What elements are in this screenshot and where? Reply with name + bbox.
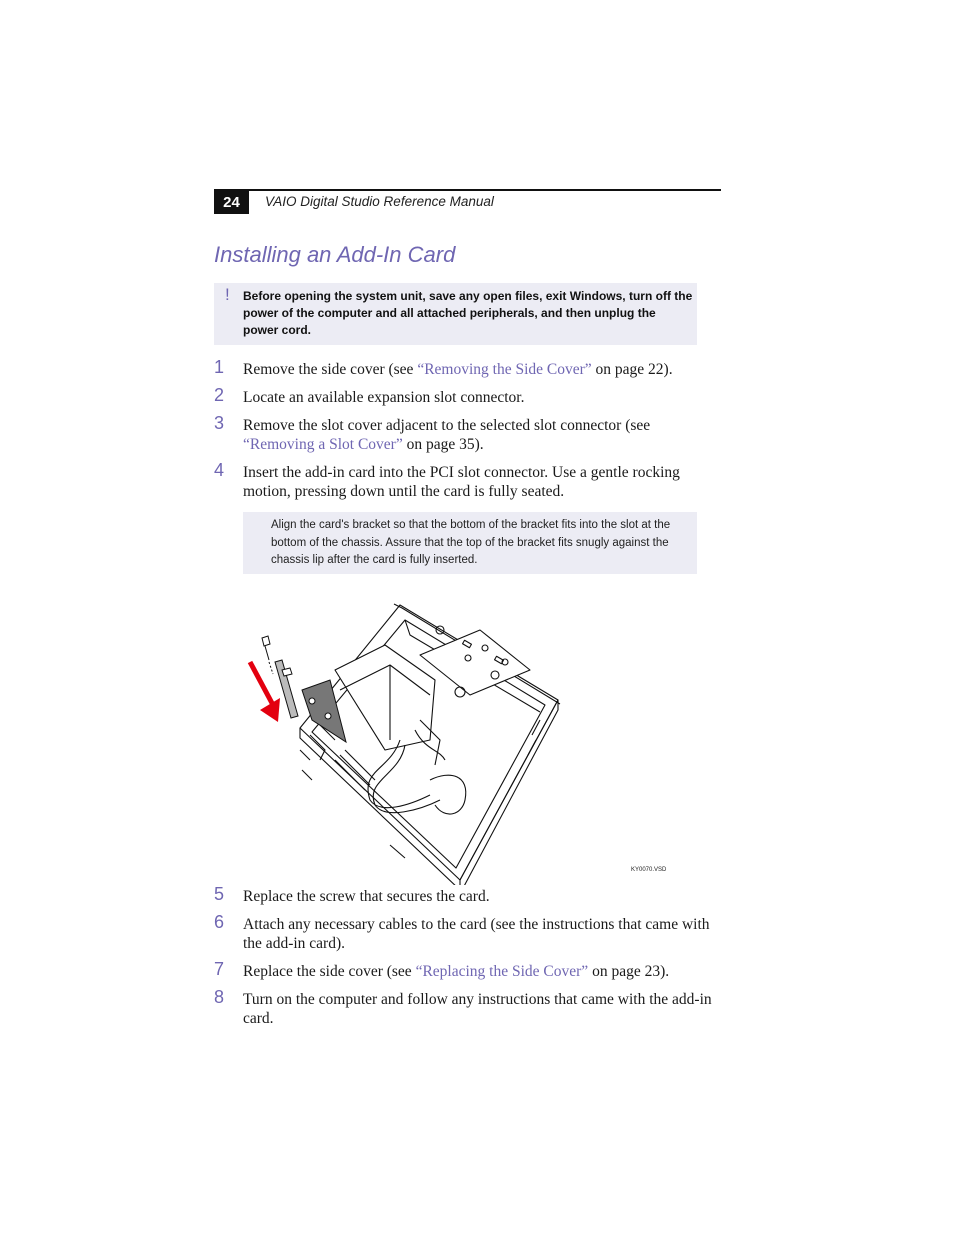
step-number: 4 xyxy=(214,460,225,480)
step-number: 7 xyxy=(214,959,225,979)
xref-link[interactable]: “Removing a Slot Cover” xyxy=(243,436,403,453)
step-8 xyxy=(214,987,721,1028)
step-6 xyxy=(214,912,721,953)
step-text: Remove the side cover (see “Removing the Side Cover” on page 22). xyxy=(243,361,673,378)
warning-box xyxy=(214,283,697,345)
section-title: Installing an Add-In Card xyxy=(214,242,456,267)
xref-link[interactable]: “Removing the Side Cover” xyxy=(417,361,592,378)
step-text: Attach any necessary cables to the card (see the instructions that came with the add-in card). xyxy=(243,916,710,952)
page-number: 24 xyxy=(214,191,249,214)
insertion-arrow xyxy=(250,662,280,722)
step-2 xyxy=(214,385,721,407)
figure-id: KY0070.VSD xyxy=(631,867,667,873)
step-1 xyxy=(214,357,721,379)
step-number: 5 xyxy=(214,884,225,904)
running-head: VAIO Digital Studio Reference Manual xyxy=(265,194,494,209)
xref-link[interactable]: “Replacing the Side Cover” xyxy=(415,963,589,980)
step-text: Replace the screw that secures the card. xyxy=(243,888,490,905)
step-text: Turn on the computer and follow any instructions that came with the add-in card. xyxy=(243,991,712,1027)
step-3 xyxy=(214,413,721,454)
note-text: Align the card's bracket so that the bottom of the bracket fits into the slot at the bottom of the chassis. Assure that the top of the bracket fits snugly against the chassis lip after the card is fully inserted. xyxy=(271,519,671,566)
note-box xyxy=(243,512,697,574)
step-number: 2 xyxy=(214,385,225,405)
warning-icon: ! xyxy=(225,285,230,304)
step-text: Locate an available expansion slot connector. xyxy=(243,389,525,406)
header-rule xyxy=(214,189,721,191)
step-text: Insert the add-in card into the PCI slot connector. Use a gentle rocking motion, pressing down until the card is fully seated. xyxy=(243,464,680,500)
step-number: 8 xyxy=(214,987,225,1007)
step-number: 3 xyxy=(214,413,225,433)
step-number: 6 xyxy=(214,912,225,932)
add-in-card-illustration xyxy=(240,600,570,885)
step-number: 1 xyxy=(214,357,225,377)
warning-text: Before opening the system unit, save any open files, exit Windows, turn off the power of the computer and all attached peripherals, and then unplug the power cord. xyxy=(243,289,693,337)
step-text: Remove the slot cover adjacent to the selected slot connector (see “Removing a Slot Cover” on page 35). xyxy=(243,417,651,453)
step-text: Replace the side cover (see “Replacing the Side Cover” on page 23). xyxy=(243,963,670,980)
step-5 xyxy=(214,884,721,906)
step-7 xyxy=(214,959,721,981)
step-4 xyxy=(214,460,721,501)
